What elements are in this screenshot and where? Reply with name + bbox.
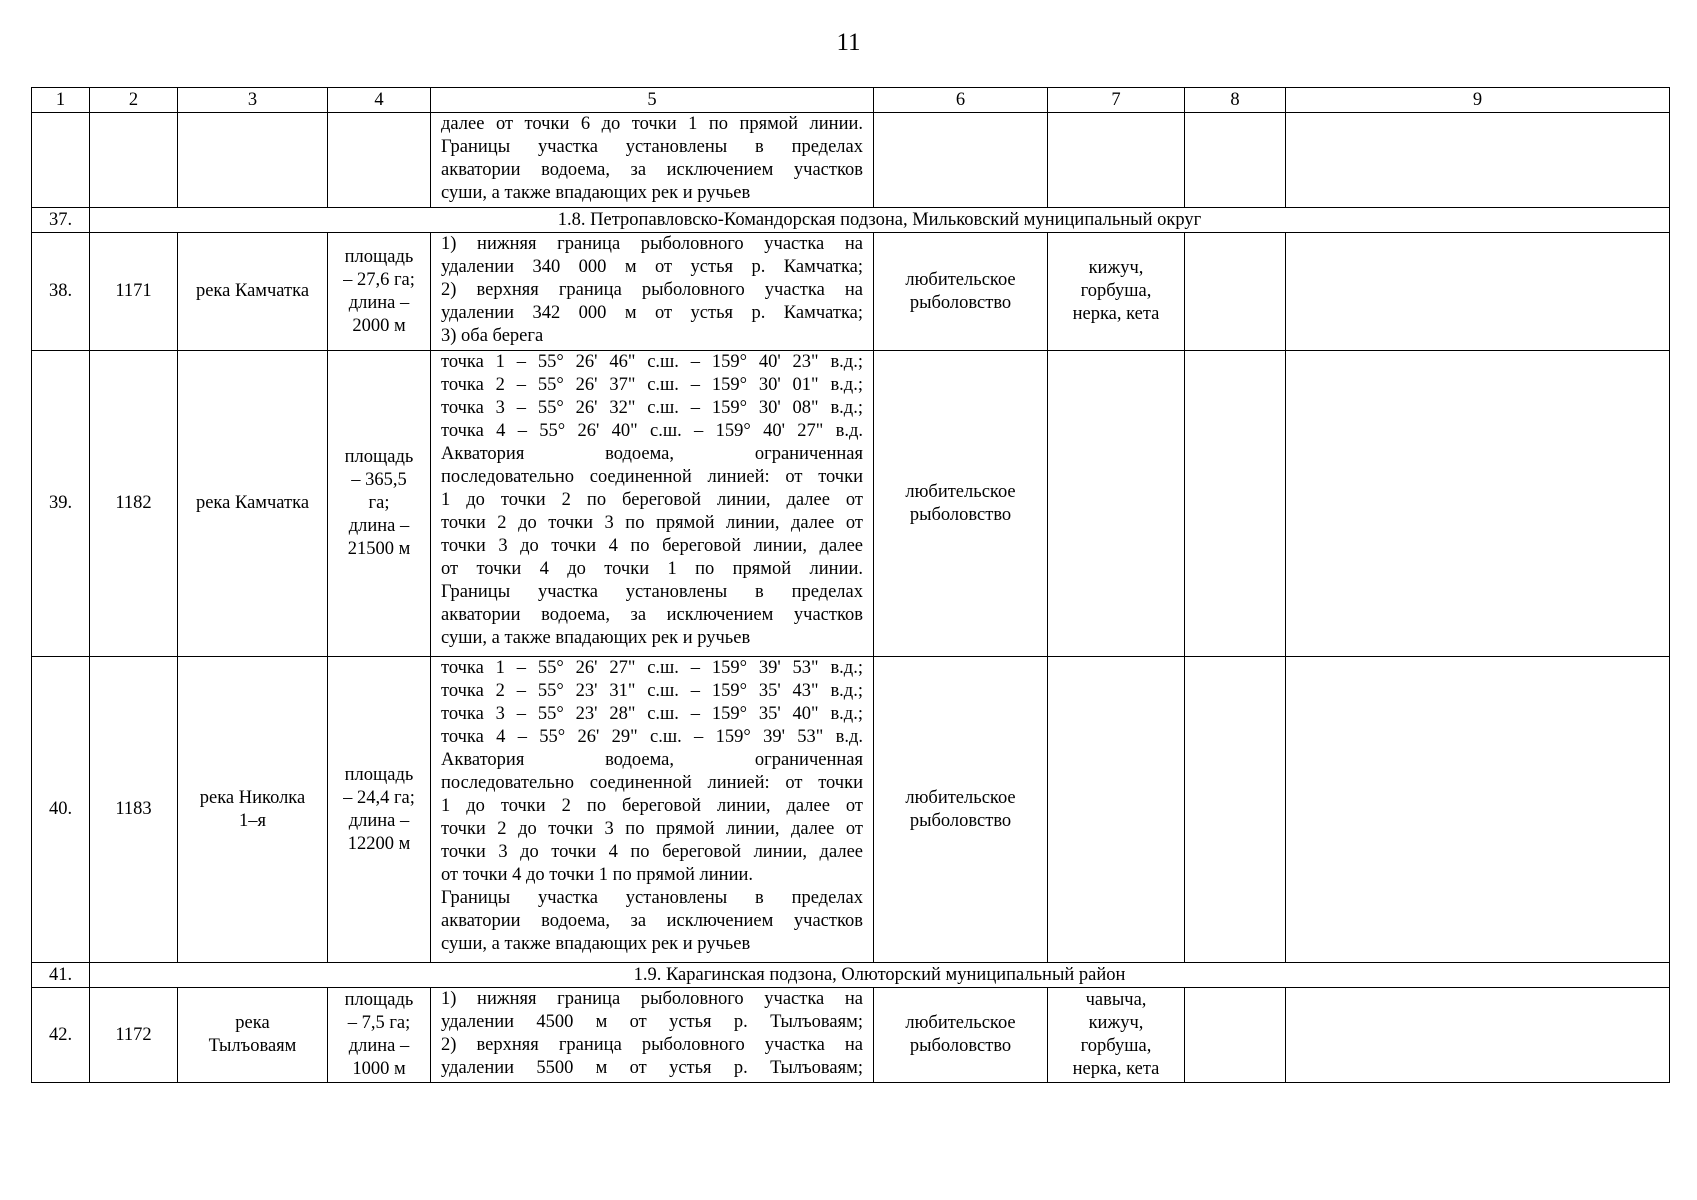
- area-size: площадь – 24,4 га; длина – 12200 м: [328, 657, 431, 963]
- table-row: [32, 988, 1670, 1083]
- column-header: 6: [874, 88, 1048, 113]
- water-body: река Николка 1–я: [178, 657, 328, 963]
- column-8-cell: [1185, 351, 1286, 657]
- area-description: далее от точки 6 до точки 1 по прямой линии. Границы участка установлены в пределах акватории водоема, за исключением участков суши, а также впадающих рек и ручьев: [431, 113, 874, 208]
- area-description: точка 1 – 55° 26' 27" с.ш. – 159° 39' 53" в.д.; точка 2 – 55° 23' 31" с.ш. – 159° 35' 43" в.д.; точка 3 – 55° 23' 28" с.ш. – 159° 35' 40" в.д.; точка 4 – 55° 26' 29" с.ш. – 159° 39' 53" в.д. Акватория водоема, ограниченная последовательно соединенной линией: от точки 1 до точки 2 по береговой линии, далее от точки 2 до точки 3 по прямой линии, далее от точки 3 до точки 4 по береговой линии, далее от точки 4 до точки 1 по прямой линии. Границы участка установлены в пределах акватории водоема, за исключением участков суши, а также впадающих рек и ручьев: [431, 657, 874, 963]
- fishing-areas-table: [31, 87, 1670, 1083]
- area-size: площадь – 7,5 га; длина – 1000 м: [328, 988, 431, 1083]
- area-size: площадь – 365,5 га; длина – 21500 м: [328, 351, 431, 657]
- column-8-cell: [1185, 988, 1286, 1083]
- area-description: 1) нижняя граница рыболовного участка на удалении 4500 м от устья р. Тылъоваям; 2) верхняя граница рыболовного участка на удалении 5500 м от устья р. Тылъоваям;: [431, 988, 874, 1083]
- column-header: 8: [1185, 88, 1286, 113]
- column-header: 3: [178, 88, 328, 113]
- column-header: 9: [1286, 88, 1670, 113]
- column-9-cell: [1286, 988, 1670, 1083]
- area-code: 1172: [90, 988, 178, 1083]
- area-description: 1) нижняя граница рыболовного участка на удалении 340 000 м от устья р. Камчатка; 2) верхняя граница рыболовного участка на удалении 342 000 м от устья р. Камчатка; 3) оба берега: [431, 233, 874, 351]
- area-size: площадь – 27,6 га; длина – 2000 м: [328, 233, 431, 351]
- water-body: река Тылъоваям: [178, 988, 328, 1083]
- table-row-continuation: [32, 113, 1670, 208]
- water-body: река Камчатка: [178, 233, 328, 351]
- column-header: 2: [90, 88, 178, 113]
- area-code: 1183: [90, 657, 178, 963]
- fishing-type: любительское рыболовство: [874, 988, 1048, 1083]
- table-row: [32, 233, 1670, 351]
- column-8-cell: [1185, 233, 1286, 351]
- column-8-cell: [1185, 657, 1286, 963]
- table-row: [32, 351, 1670, 657]
- area-description: точка 1 – 55° 26' 46" с.ш. – 159° 40' 23" в.д.; точка 2 – 55° 26' 37" с.ш. – 159° 30' 01" в.д.; точка 3 – 55° 26' 32" с.ш. – 159° 30' 08" в.д.; точка 4 – 55° 26' 40" с.ш. – 159° 40' 27" в.д. Акватория водоема, ограниченная последовательно соединенной линией: от точки 1 до точки 2 по береговой линии, далее от точки 2 до точки 3 по прямой линии, далее от точки 3 до точки 4 по береговой линии, далее от точки 4 до точки 1 по прямой линии. Границы участка установлены в пределах акватории водоема, за исключением участков суши, а также впадающих рек и ручьев: [431, 351, 874, 657]
- column-9-cell: [1286, 351, 1670, 657]
- column-number-row: [32, 88, 1670, 113]
- row-number: 37.: [32, 208, 90, 233]
- page-number: 11: [836, 29, 861, 56]
- column-header: 1: [32, 88, 90, 113]
- section-row: [32, 208, 1670, 233]
- row-number: 41.: [32, 963, 90, 988]
- fish-species: [1048, 657, 1185, 963]
- fish-species: [1048, 351, 1185, 657]
- fishing-type: любительское рыболовство: [874, 351, 1048, 657]
- fishing-type: любительское рыболовство: [874, 233, 1048, 351]
- area-code: 1171: [90, 233, 178, 351]
- column-header: 5: [431, 88, 874, 113]
- section-title: 1.9. Карагинская подзона, Олюторский муниципальный район: [90, 963, 1670, 988]
- table-row: [32, 657, 1670, 963]
- fish-species: чавыча, кижуч, горбуша, нерка, кета: [1048, 988, 1185, 1083]
- row-number: 39.: [32, 351, 90, 657]
- section-title: 1.8. Петропавловско-Командорская подзона, Мильковский муниципальный округ: [90, 208, 1670, 233]
- row-number: 42.: [32, 988, 90, 1083]
- area-code: 1182: [90, 351, 178, 657]
- row-number: 40.: [32, 657, 90, 963]
- column-header: 4: [328, 88, 431, 113]
- column-9-cell: [1286, 233, 1670, 351]
- fishing-type: любительское рыболовство: [874, 657, 1048, 963]
- water-body: река Камчатка: [178, 351, 328, 657]
- row-number: 38.: [32, 233, 90, 351]
- fish-species: кижуч, горбуша, нерка, кета: [1048, 233, 1185, 351]
- column-9-cell: [1286, 657, 1670, 963]
- column-header: 7: [1048, 88, 1185, 113]
- section-row: [32, 963, 1670, 988]
